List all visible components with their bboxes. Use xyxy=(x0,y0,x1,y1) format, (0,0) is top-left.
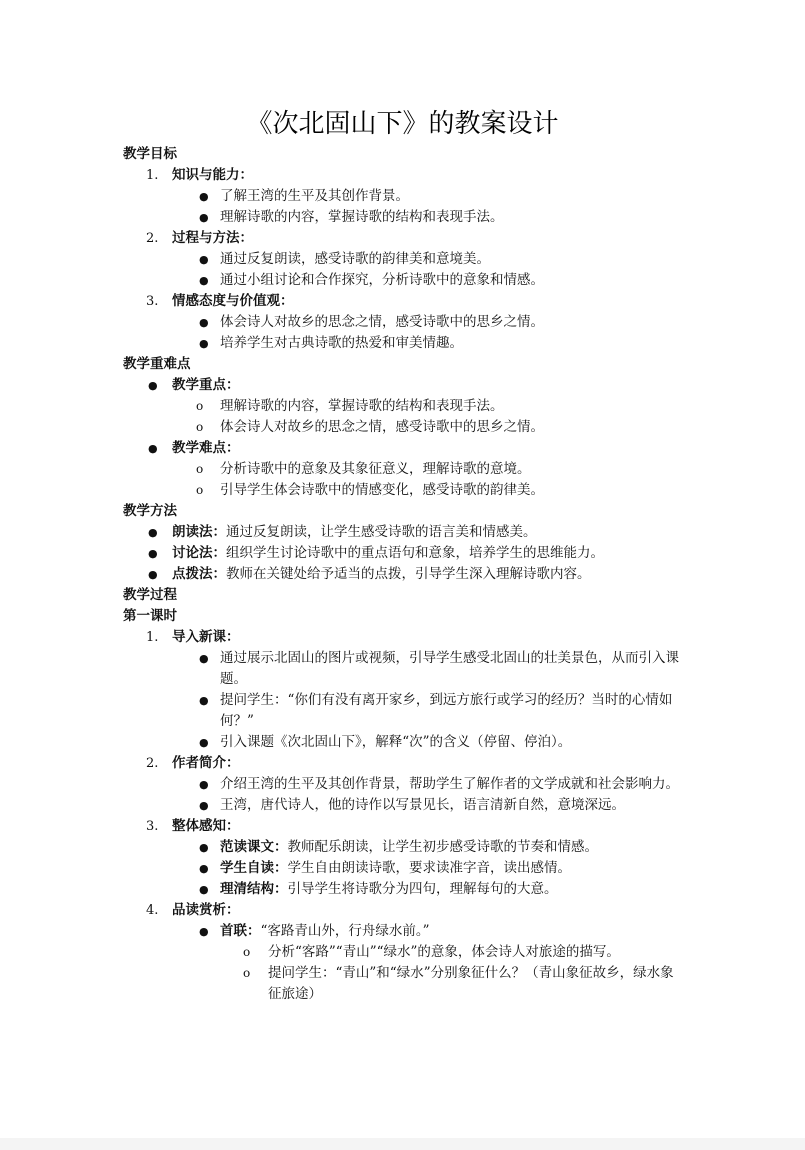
document-body xyxy=(0,144,805,1005)
method-item xyxy=(0,543,805,564)
list-number: 2. xyxy=(146,231,159,246)
list-item xyxy=(0,417,805,438)
list-text: 理解诗歌的内容，掌握诗歌的结构和表现手法。 xyxy=(220,209,504,225)
lesson-subheading: 第一课时 xyxy=(123,608,177,624)
list-text: 提问学生：“青山”和“绿水”分别象征什么？（青山象征故乡，绿水象征旅途） xyxy=(268,965,674,1002)
page-title: 《次北固山下》的教案设计 xyxy=(246,109,559,139)
list-item xyxy=(0,690,805,732)
list-number: 1. xyxy=(146,168,159,183)
list-text: 体会诗人对故乡的思念之情，感受诗歌中的思乡之情。 xyxy=(220,314,544,330)
list-item xyxy=(0,963,805,1005)
list-item xyxy=(0,270,805,291)
goal-label: 情感态度与价值观： xyxy=(172,293,294,309)
list-item xyxy=(0,795,805,816)
list-text: 分析诗歌中的意象及其象征意义，理解诗歌的意境。 xyxy=(220,461,531,477)
item-label: 范读课文： xyxy=(220,839,288,855)
bullet-icon: ● xyxy=(199,211,209,224)
method-text: 组织学生讨论诗歌中的重点语句和意象，培养学生的思维能力。 xyxy=(226,545,604,561)
list-text: 理解诗歌的内容，掌握诗歌的结构和表现手法。 xyxy=(220,398,504,414)
list-item xyxy=(0,879,805,900)
item-label: 首联： xyxy=(220,923,261,939)
list-item xyxy=(0,648,805,690)
method-text: 通过反复朗读，让学生感受诗歌的语言美和情感美。 xyxy=(226,524,537,540)
step-label: 导入新课： xyxy=(172,629,240,645)
list-text: “客路青山外，行舟绿水前。” xyxy=(260,923,430,939)
step-item xyxy=(0,816,805,837)
method-text: 教师在关键处给予适当的点拨，引导学生深入理解诗歌内容。 xyxy=(226,566,591,582)
list-item xyxy=(0,480,805,501)
keypoint-label: 教学重点： xyxy=(172,377,240,393)
list-item xyxy=(0,858,805,879)
list-text: 王湾，唐代诗人，他的诗作以写景见长，语言清新自然，意境深远。 xyxy=(220,797,625,813)
circle-bullet-icon: o xyxy=(243,945,251,959)
bullet-icon: ● xyxy=(148,547,158,560)
circle-bullet-icon: o xyxy=(196,462,204,476)
list-item xyxy=(0,837,805,858)
list-item xyxy=(0,459,805,480)
keypoint-label: 教学难点： xyxy=(172,440,240,456)
list-text: 引导学生体会诗歌中的情感变化，感受诗歌的韵律美。 xyxy=(220,482,544,498)
list-text: 教师配乐朗读，让学生初步感受诗歌的节奏和情感。 xyxy=(287,839,598,855)
section-heading-keypoints: 教学重难点 xyxy=(123,356,191,372)
list-text: 通过反复朗读，感受诗歌的韵律美和意境美。 xyxy=(220,251,490,267)
list-number: 4. xyxy=(146,903,159,918)
bullet-icon: ● xyxy=(199,316,209,329)
bullet-icon: ● xyxy=(199,190,209,203)
list-text: 通过展示北固山的图片或视频，引导学生感受北固山的壮美景色，从而引入课题。 xyxy=(220,650,679,687)
list-number: 1. xyxy=(146,630,159,645)
list-item xyxy=(0,942,805,963)
list-item xyxy=(0,921,805,942)
item-label: 学生自读： xyxy=(220,860,288,876)
list-item xyxy=(0,207,805,228)
list-text: 体会诗人对故乡的思念之情，感受诗歌中的思乡之情。 xyxy=(220,419,544,435)
list-text: 了解王湾的生平及其创作背景。 xyxy=(220,188,409,204)
list-item xyxy=(0,396,805,417)
bullet-icon: ● xyxy=(199,253,209,266)
list-item xyxy=(0,312,805,333)
bullet-icon: ● xyxy=(199,883,209,896)
list-text: 培养学生对古典诗歌的热爱和审美情趣。 xyxy=(220,335,463,351)
section-heading-goals: 教学目标 xyxy=(123,146,177,162)
list-number: 3. xyxy=(146,819,159,834)
goal-label: 过程与方法： xyxy=(172,230,253,246)
list-text: 通过小组讨论和合作探究，分析诗歌中的意象和情感。 xyxy=(220,272,544,288)
bullet-icon: ● xyxy=(199,925,209,938)
goal-item xyxy=(0,291,805,312)
method-label: 讨论法： xyxy=(172,545,226,561)
bullet-icon: ● xyxy=(148,379,158,392)
circle-bullet-icon: o xyxy=(196,420,204,434)
circle-bullet-icon: o xyxy=(243,966,251,980)
step-item xyxy=(0,627,805,648)
step-label: 作者简介： xyxy=(172,755,240,771)
bullet-icon: ● xyxy=(199,841,209,854)
list-text: 分析“客路”“青山”“绿水”的意象，体会诗人对旅途的描写。 xyxy=(268,944,620,960)
circle-bullet-icon: o xyxy=(196,483,204,497)
goal-item xyxy=(0,228,805,249)
list-item xyxy=(0,249,805,270)
list-text: 学生自由朗读诗歌，要求读准字音，读出感情。 xyxy=(287,860,571,876)
method-label: 点拨法： xyxy=(172,566,226,582)
bullet-icon: ● xyxy=(199,694,209,707)
item-label: 理清结构： xyxy=(220,881,288,897)
circle-bullet-icon: o xyxy=(196,399,204,413)
step-item xyxy=(0,753,805,774)
section-heading-methods: 教学方法 xyxy=(123,503,177,519)
list-text: 提问学生：“你们有没有离开家乡，到远方旅行或学习的经历？当时的心情如何？” xyxy=(220,692,673,729)
list-text: 介绍王湾的生平及其创作背景，帮助学生了解作者的文学成就和社会影响力。 xyxy=(220,776,679,792)
list-item xyxy=(0,774,805,795)
list-item xyxy=(0,333,805,354)
bullet-icon: ● xyxy=(199,274,209,287)
bullet-icon: ● xyxy=(199,652,209,665)
step-label: 整体感知： xyxy=(172,818,240,834)
list-item xyxy=(0,732,805,753)
keypoint-item xyxy=(0,375,805,396)
bullet-icon: ● xyxy=(199,736,209,749)
bullet-icon: ● xyxy=(148,568,158,581)
keypoint-item xyxy=(0,438,805,459)
section-heading-process: 教学过程 xyxy=(123,587,177,603)
step-label: 品读赏析： xyxy=(172,902,240,918)
list-item xyxy=(0,186,805,207)
method-label: 朗读法： xyxy=(172,524,226,540)
bullet-icon: ● xyxy=(148,442,158,455)
goal-label: 知识与能力： xyxy=(172,167,253,183)
bullet-icon: ● xyxy=(148,526,158,539)
list-number: 2. xyxy=(146,756,159,771)
list-text: 引入课题《次北固山下》，解释“次”的含义（停留、停泊）。 xyxy=(220,734,572,750)
list-text: 引导学生将诗歌分为四句，理解每句的大意。 xyxy=(287,881,558,897)
method-item xyxy=(0,564,805,585)
bullet-icon: ● xyxy=(199,862,209,875)
list-number: 3. xyxy=(146,294,159,309)
step-item xyxy=(0,900,805,921)
bullet-icon: ● xyxy=(199,799,209,812)
bullet-icon: ● xyxy=(199,778,209,791)
bullet-icon: ● xyxy=(199,337,209,350)
goal-item xyxy=(0,165,805,186)
method-item xyxy=(0,522,805,543)
